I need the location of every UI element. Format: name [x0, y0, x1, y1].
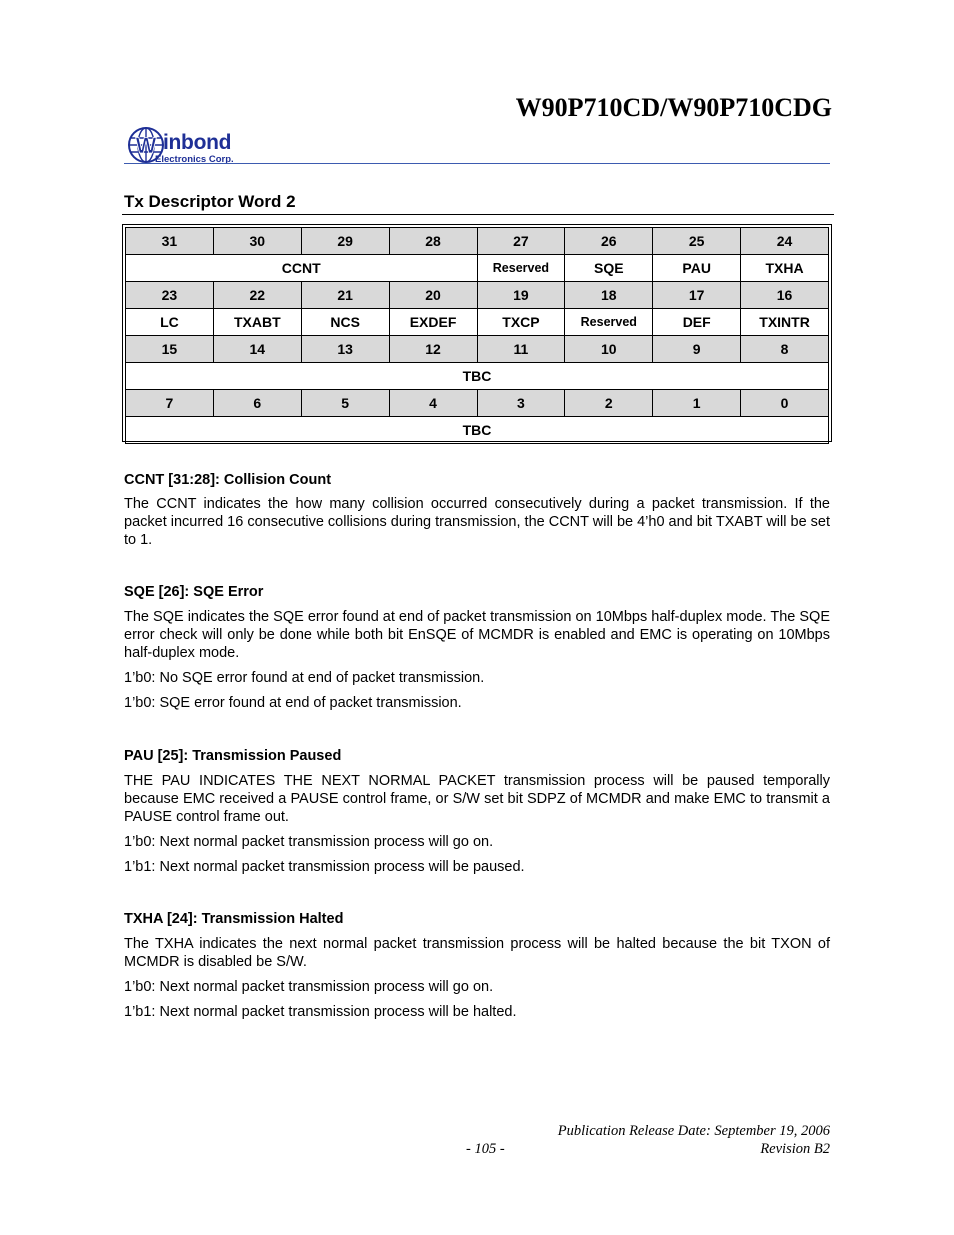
field-value-0: 1’b0: Next normal packet transmission process will go on. — [124, 834, 494, 850]
bit-cell: 6 — [213, 390, 301, 417]
field-cell-pau: PAU — [653, 255, 741, 282]
bit-cell: 24 — [741, 228, 829, 255]
bit-number-row — [126, 228, 829, 255]
field-sqe — [124, 584, 830, 712]
bit-cell: 15 — [126, 336, 214, 363]
bit-cell: 31 — [126, 228, 214, 255]
field-description: The TXHA indicates the next normal packet transmission process will be halted because the bit TXON of MCMDR is disabled be S/W. — [124, 936, 830, 970]
field-cell: LC — [126, 309, 214, 336]
field-cell: TXINTR — [741, 309, 829, 336]
register-table — [122, 224, 832, 442]
bit-cell: 25 — [653, 228, 741, 255]
bit-cell: 11 — [477, 336, 565, 363]
field-cell-ccnt: CCNT — [126, 255, 478, 282]
bit-cell: 2 — [565, 390, 653, 417]
field-pau — [124, 748, 830, 876]
bit-cell: 4 — [389, 390, 477, 417]
field-cell-sqe: SQE — [565, 255, 653, 282]
bit-cell: 0 — [741, 390, 829, 417]
field-cell: NCS — [301, 309, 389, 336]
bit-cell: 18 — [565, 282, 653, 309]
bit-cell: 10 — [565, 336, 653, 363]
field-heading: PAU [25]: Transmission Paused — [124, 748, 342, 764]
bit-cell: 29 — [301, 228, 389, 255]
field-value-1: 1’b1: Next normal packet transmission process will be paused. — [124, 859, 525, 875]
field-name-row — [126, 417, 829, 444]
bit-number-row — [126, 336, 829, 363]
field-txha — [124, 911, 830, 1021]
bit-number-row — [126, 282, 829, 309]
field-ccnt — [124, 472, 830, 549]
field-name-row — [126, 309, 829, 336]
winbond-logo — [127, 126, 257, 166]
section-title: Tx Descriptor Word 2 — [124, 192, 296, 211]
bit-cell: 28 — [389, 228, 477, 255]
field-value-1: 1’b1: Next normal packet transmission process will be halted. — [124, 1004, 517, 1020]
footer-release-date: Publication Release Date: September 19, 2006 — [557, 1123, 830, 1139]
bit-cell: 7 — [126, 390, 214, 417]
bit-cell: 12 — [389, 336, 477, 363]
bit-cell: 20 — [389, 282, 477, 309]
bit-cell: 8 — [741, 336, 829, 363]
bit-cell: 23 — [126, 282, 214, 309]
field-heading: TXHA [24]: Transmission Halted — [124, 911, 344, 927]
field-cell-txha: TXHA — [741, 255, 829, 282]
field-cell-reserved: Reserved — [477, 255, 565, 282]
bit-cell: 19 — [477, 282, 565, 309]
bit-cell: 5 — [301, 390, 389, 417]
field-description: THE PAU INDICATES THE NEXT NORMAL PACKET transmission process will be paused temporally because EMC received a PAUSE control frame, or S/W set bit SDPZ of MCMDR and make EMC to transmit a PAUSE control frame out. — [124, 773, 830, 825]
field-cell-tbc-low: TBC — [126, 417, 829, 444]
bit-cell: 1 — [653, 390, 741, 417]
bit-cell: 26 — [565, 228, 653, 255]
bit-cell: 3 — [477, 390, 565, 417]
field-cell-tbc-high: TBC — [126, 363, 829, 390]
field-value-0: 1’b0: No SQE error found at end of packet transmission. — [124, 670, 485, 686]
bit-cell: 27 — [477, 228, 565, 255]
bit-number-row — [126, 390, 829, 417]
section-rule — [122, 214, 834, 215]
field-heading: CCNT [31:28]: Collision Count — [124, 472, 332, 488]
field-description: The SQE indicates the SQE error found at end of packet transmission on 10Mbps half-duplex mode. The SQE error check will only be done while both bit EnSQE of MCMDR is enabled and EMC is operating on 10Mbps half-duplex mode. — [124, 609, 830, 661]
field-cell: TXABT — [213, 309, 301, 336]
field-cell: EXDEF — [389, 309, 477, 336]
field-cell: DEF — [653, 309, 741, 336]
field-heading: SQE [26]: SQE Error — [124, 584, 264, 600]
document-title: W90P710CD/W90P710CDG — [515, 93, 832, 122]
field-name-row — [126, 363, 829, 390]
field-description: The CCNT indicates the how many collision occurred consecutively during a packet transmission. If the packet incurred 16 consecutive collisions during transmission, the CCNT will be 4’h0 and bit TXABT will be set to 1. — [124, 496, 831, 548]
bit-cell: 21 — [301, 282, 389, 309]
logo-wordmark: inbond — [163, 131, 232, 154]
field-name-row — [126, 255, 829, 282]
field-value-1: 1’b0: SQE error found at end of packet transmission. — [124, 695, 462, 711]
bit-cell: 22 — [213, 282, 301, 309]
bit-cell: 13 — [301, 336, 389, 363]
header-rule — [124, 163, 830, 164]
bit-cell: 16 — [741, 282, 829, 309]
bit-cell: 14 — [213, 336, 301, 363]
field-cell: Reserved — [565, 309, 653, 336]
bit-cell: 9 — [653, 336, 741, 363]
bit-cell: 30 — [213, 228, 301, 255]
footer-page-number: - 105 - — [466, 1141, 505, 1157]
logo-subtitle: Electronics Corp. — [155, 154, 234, 165]
bit-cell: 17 — [653, 282, 741, 309]
field-cell: TXCP — [477, 309, 565, 336]
field-value-0: 1’b0: Next normal packet transmission process will go on. — [124, 979, 494, 995]
logo-letter: W — [135, 133, 157, 158]
footer-revision: Revision B2 — [760, 1141, 830, 1157]
